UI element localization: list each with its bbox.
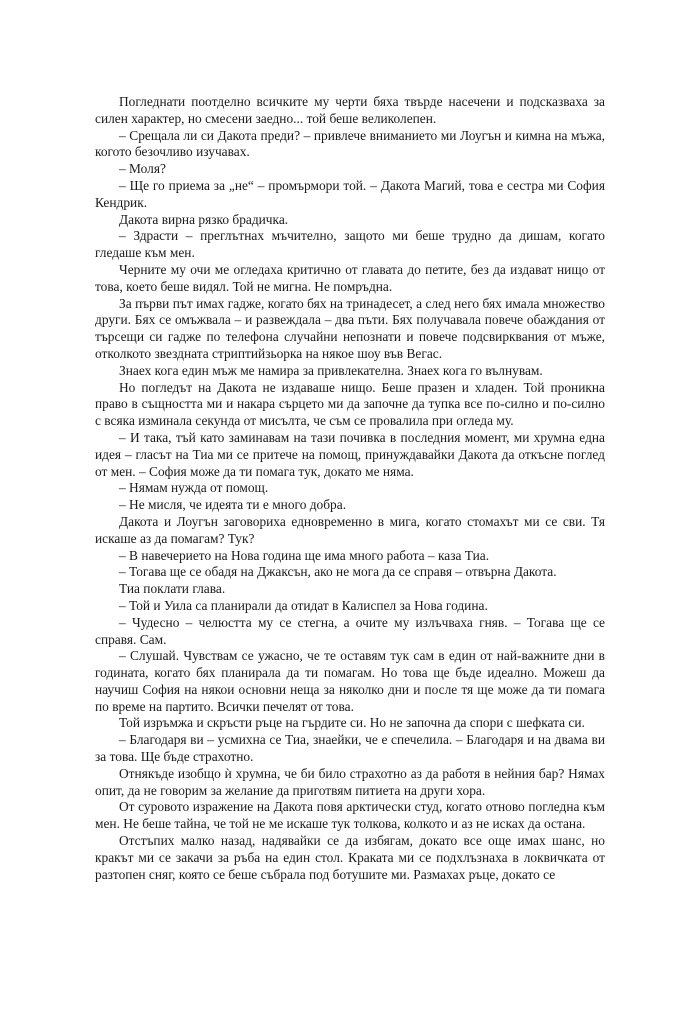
paragraph: – Срещала ли си Дакота преди? – привлече вниманието ми Лоугън и кимна на мъжа, когото безочливо изучавах. — [95, 127, 605, 160]
paragraph: – Благодаря ви – усмихна се Тиа, знаейки, че е спечелила. – Благодаря и на двама ви за това. Ще бъде страхотно. — [95, 732, 605, 765]
paragraph: Тиа поклати глава. — [119, 581, 226, 597]
paragraph: – И така, тъй като заминавам на тази почивка в последния момент, ми хрумна една идея – гласът на Тиа ми се притече на помощ, принуждавайки Дакота да откъсне поглед от мен. – София може да ти помага тук, докато ме няма. — [95, 429, 605, 479]
paragraph: – Слушай. Чувствам се ужасно, че те оставям тук сам в един от най-важните дни в годината, когато бях планирала да ти помагам. Но това ще бъде идеално. Можеш да научиш София на някои основни неща за няколко дни и после тя ще може да ти помага по време на партито. Всички печелят от това. — [95, 648, 605, 714]
paragraph: – Чудесно – челюстта му се стегна, а очите му излъчваха гняв. – Тогава ще се справя. Сам. — [95, 614, 605, 647]
paragraph: Дакота и Лоугън заговориха едновременно в мига, когато стомахът ми се сви. Тя искаше аз да помагам? Тук? — [95, 513, 605, 546]
paragraph: Отнякъде изобщо ѝ хрумна, че би било страхотно аз да работя в нейния бар? Нямах опит, да не говорим за желание да приготвям питиета на други хора. — [95, 765, 605, 798]
paragraph: Но погледът на Дакота не издаваше нищо. Беше празен и хладен. Той проникна право в същността ми и накара сърцето ми да започне да тупка все по-силно и по-силно с всяка изминала секунда от мисълта, че съм се провалила при огледа му. — [95, 379, 605, 429]
paragraph: – Той и Уила са планирали да отидат в Калиспел за Нова година. — [119, 597, 488, 613]
paragraph: – Тогава ще се обадя на Джаксън, ако не мога да се справя – отвърна Дакота. — [119, 564, 557, 580]
paragraph: От суровото изражение на Дакота повя арктически студ, когато отново погледна към мен. Не беше тайна, че той не ме искаше тук толкова, колкото и аз не исках да остана. — [95, 799, 605, 832]
paragraph: Погледнати поотделно всичките му черти бяха твърде насечени и подсказваха за силен характер, но смесени заедно... той беше великолепен. — [95, 94, 605, 126]
paragraph: За първи път имах гадже, когато бях на тринадесет, а след него бях имала множество други. Бях се омъжвала – и развеждала – два пъти. Бях получавала повече обаждания от търсещи си гадже по телефона случайни непознати и повече подсвирквания от мъже, отколкото звездната стриптийзьорка на някое шоу във Вегас. — [95, 295, 605, 361]
paragraph: – В навечерието на Нова година ще има много работа – каза Тиа. — [119, 547, 490, 563]
paragraph: Знаех кога един мъж ме намира за привлекателна. Знаех кога го вълнувам. — [119, 362, 543, 378]
page-body — [95, 94, 605, 883]
paragraph: Той изръмжа и скръсти ръце на гърдите си. Но не започна да спори с шефката си. — [119, 715, 585, 731]
paragraph: – Здрасти – преглътнах мъчително, защото ми беше трудно да дишам, когато гледаше към мен. — [95, 228, 605, 261]
paragraph: Отстъпих малко назад, надявайки се да избягам, докато все още имах шанс, но кракът ми се закачи за ръба на един стол. Краката ми се подхлъзнаха в локвичката от разтопен сняг, която се беше събрала под ботушите ми. Размахах ръце, докато се — [95, 833, 605, 882]
paragraph: – Нямам нужда от помощ. — [119, 480, 269, 496]
paragraph: – Не мисля, че идеята ти е много добра. — [119, 497, 347, 513]
paragraph: Черните му очи ме огледаха критично от главата до петите, без да издават нищо от това, което беше видял. Той не мигна. Не помръдна. — [95, 261, 605, 294]
paragraph: Дакота вирна рязко брадичка. — [119, 211, 289, 227]
paragraph: – Ще го приема за „не“ – промърмори той. – Дакота Магий, това е сестра ми София Кендрик. — [95, 177, 605, 210]
paragraph: – Моля? — [119, 161, 166, 177]
